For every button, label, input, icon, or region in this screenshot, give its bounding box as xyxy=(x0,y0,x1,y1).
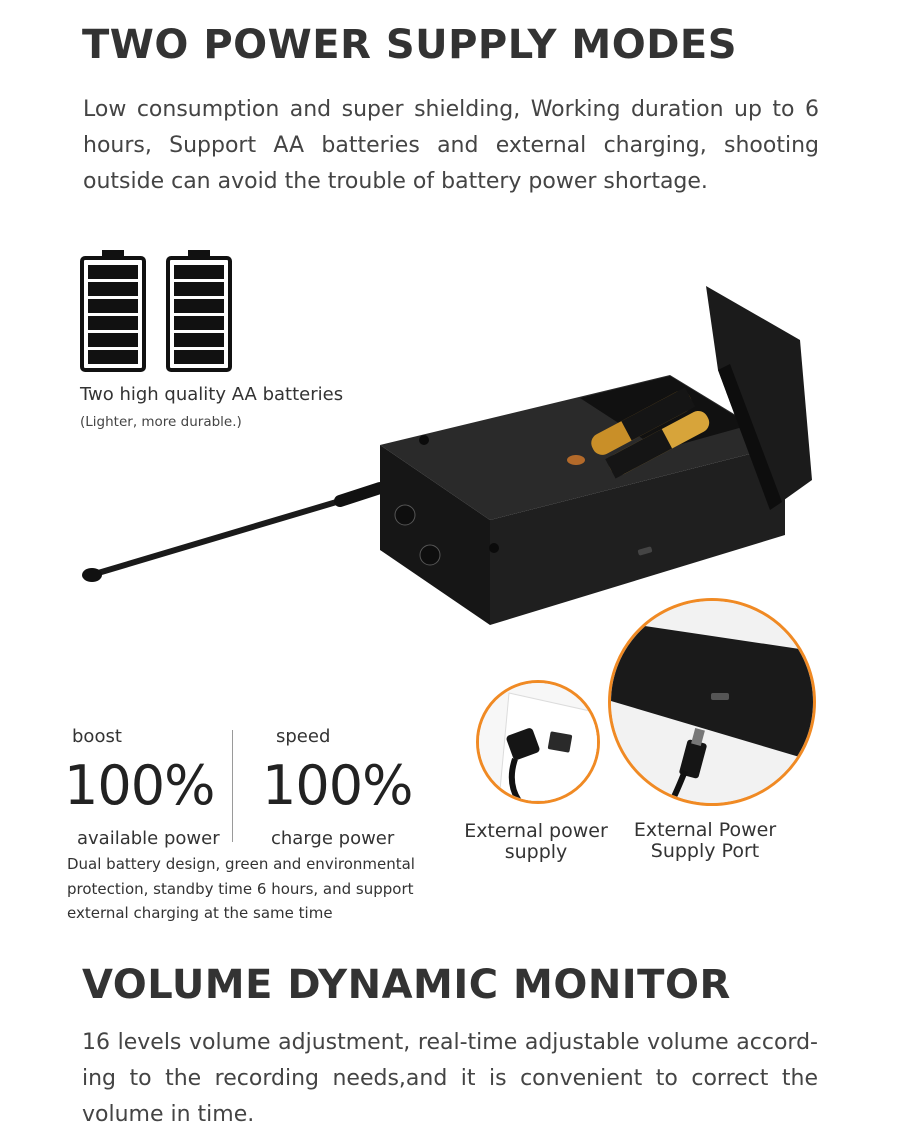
stats-note-line: protection, standby time 6 hours, and support xyxy=(67,879,414,898)
external-supply-caption xyxy=(458,821,614,863)
section-title-power-modes: TWO POWER SUPPLY MODES xyxy=(82,22,738,68)
stat-boost-top: boost xyxy=(72,726,122,747)
batteries-label: Two high quality AA batteries xyxy=(80,384,344,405)
stats-note xyxy=(67,852,415,926)
external-supply-inset xyxy=(476,680,600,804)
stat-speed-value: 100% xyxy=(262,754,413,817)
caption-line: supply xyxy=(504,841,568,863)
stat-speed-top: speed xyxy=(276,726,331,747)
stats-divider xyxy=(232,730,233,842)
volume-description-line: ing to the recording needs,and it is convenient to correct the xyxy=(82,1066,818,1091)
volume-description-line: 16 levels volume adjustment, real-time adjustable volume accord- xyxy=(82,1030,818,1055)
usb-port-closeup-image xyxy=(611,601,813,803)
receiver-device-image xyxy=(70,280,830,640)
stat-boost-bottom: available power xyxy=(77,828,220,849)
volume-monitor-description xyxy=(82,1025,818,1133)
supply-port-inset xyxy=(608,598,816,806)
stat-boost-value: 100% xyxy=(64,754,215,817)
stat-speed-bottom: charge power xyxy=(271,828,395,849)
caption-line: External power xyxy=(464,820,608,842)
power-bank-image xyxy=(479,683,597,801)
stats-note-line: Dual battery design, green and environmental xyxy=(67,855,415,873)
caption-line: External Power xyxy=(633,819,777,841)
batteries-sublabel: (Lighter, more durable.) xyxy=(80,414,242,430)
caption-line: Supply Port xyxy=(650,840,760,862)
power-modes-description: Low consumption and super shielding, Working duration up to 6 hours, Support AA batteries and external charging, shooting outside can avoid the trouble of battery power shortage. xyxy=(83,97,819,194)
section-title-volume-monitor: VOLUME DYNAMIC MONITOR xyxy=(82,962,731,1008)
volume-description-line: volume in time. xyxy=(82,1102,255,1127)
stats-note-line: external charging at the same time xyxy=(67,904,333,922)
supply-port-caption xyxy=(626,820,784,862)
